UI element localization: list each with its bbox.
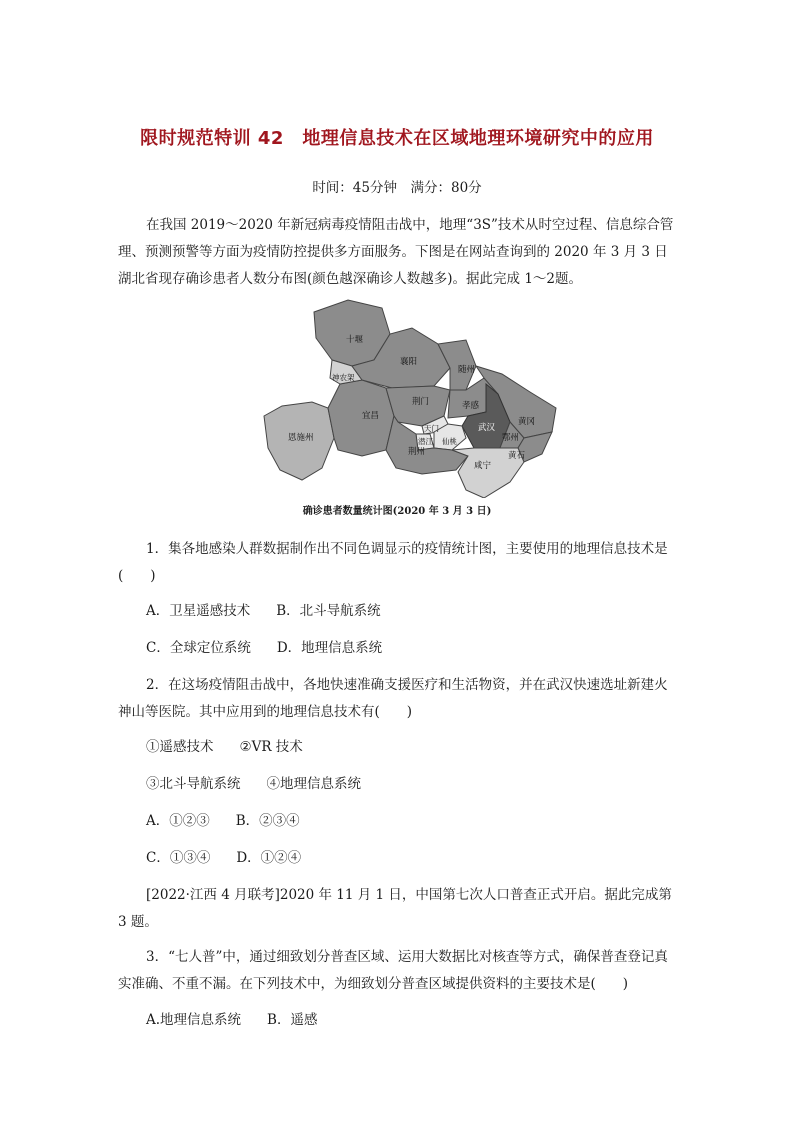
map-label-shiyan: 十堰 (346, 335, 364, 345)
q2-options-row2 (146, 846, 301, 866)
map-label-jingzhou: 荆州 (408, 447, 426, 457)
intro-paragraph: 在我国 2019～2020 年新冠病毒疫情阻击战中，地理“3S”技术从时空过程、信息综合管理、预测预警等方面为疫情防控提供多方面服务。下图是在网站查询到的 2020 年 3 月 3 日湖北省现存确诊患者人数分布图(颜色越深确诊人数越多)。据此完成 1～2题。 (118, 217, 674, 287)
map-label-yichang: 宜昌 (362, 411, 380, 421)
q2-stem: 2．在这场疫情阻击战中，各地快速准确支援医疗和生活物资，并在武汉快速选址新建火神山等医院。其中应用到的地理信息技术有( ) (118, 677, 668, 720)
map-label-enshi: 恩施州 (288, 433, 314, 443)
q1-options-row1 (146, 599, 381, 619)
q2-items-row2 (146, 772, 361, 792)
q1-option-a: A．卫星遥感技术 (146, 603, 251, 619)
q1-option-c: C．全球定位系统 (146, 640, 251, 656)
map-label-ezhou: 鄂州 (502, 433, 520, 443)
q3-options-row1 (146, 1008, 317, 1028)
q1-option-b: B．北斗导航系统 (276, 603, 381, 619)
q2-option-c: C．①③④ (146, 850, 211, 866)
map-label-xiangyang: 襄阳 (400, 357, 418, 367)
q1-option-d: D．地理信息系统 (276, 640, 383, 656)
q3-option-a: A.地理信息系统 (146, 1012, 242, 1028)
map-caption: 确诊患者数量统计图(2020 年 3 月 3 日) (302, 506, 492, 517)
q3-intro: [2022·江西 4 月联考]2020 年 11 月 1 日，中国第七次人口普查正式开启。据此完成第3 题。 (118, 887, 672, 930)
map-label-xiaogan: 孝感 (462, 401, 480, 411)
map-label-shennongjia: 神农架 (332, 373, 355, 382)
q2-options-row1 (146, 809, 300, 829)
q2-option-b: B．②③④ (235, 813, 300, 829)
q3-stem: 3．“七人普”中，通过细致划分普查区域、运用大数据比对核查等方式，确保普查登记真实准确、不重不漏。在下列技术中，为细致划分普查区域提供资料的主要技术是( ) (118, 949, 668, 992)
q2-option-a: A．①②③ (146, 813, 210, 829)
map-label-huanggang: 黄冈 (518, 417, 536, 427)
map-label-suizhou: 随州 (458, 365, 476, 375)
map-label-wuhan: 武汉 (478, 423, 496, 433)
map-label-xianning: 咸宁 (474, 461, 492, 471)
map-label-qianjiang: 潜江 (418, 437, 433, 446)
hubei-map (262, 298, 562, 498)
q2-option-d: D．①②④ (236, 850, 302, 866)
map-label-huangshi: 黄石 (508, 451, 526, 461)
map-region-yichang (328, 380, 394, 456)
page-title: 限时规范特训 42 地理信息技术在区域地理环境研究中的应用 (140, 128, 654, 149)
map-label-tianmen: 天门 (424, 424, 439, 433)
time-score-info: 时间：45分钟 满分：80分 (312, 180, 482, 196)
q2-item-2: ②VR 技术 (239, 739, 303, 755)
q1-stem: 1．集各地感染人群数据制作出不同色调显示的疫情统计图，主要使用的地理信息技术是( ) (118, 541, 668, 584)
q2-item-1: ①遥感技术 (146, 739, 214, 755)
map-label-xiantao: 仙桃 (442, 437, 457, 446)
q1-options-row2 (146, 636, 382, 656)
q2-items-row1 (146, 735, 303, 755)
q2-item-3: ③北斗导航系统 (146, 776, 241, 792)
map-label-jingmen: 荆门 (412, 397, 430, 407)
q3-option-b: B．遥感 (267, 1012, 318, 1028)
q2-item-4: ④地理信息系统 (266, 776, 361, 792)
